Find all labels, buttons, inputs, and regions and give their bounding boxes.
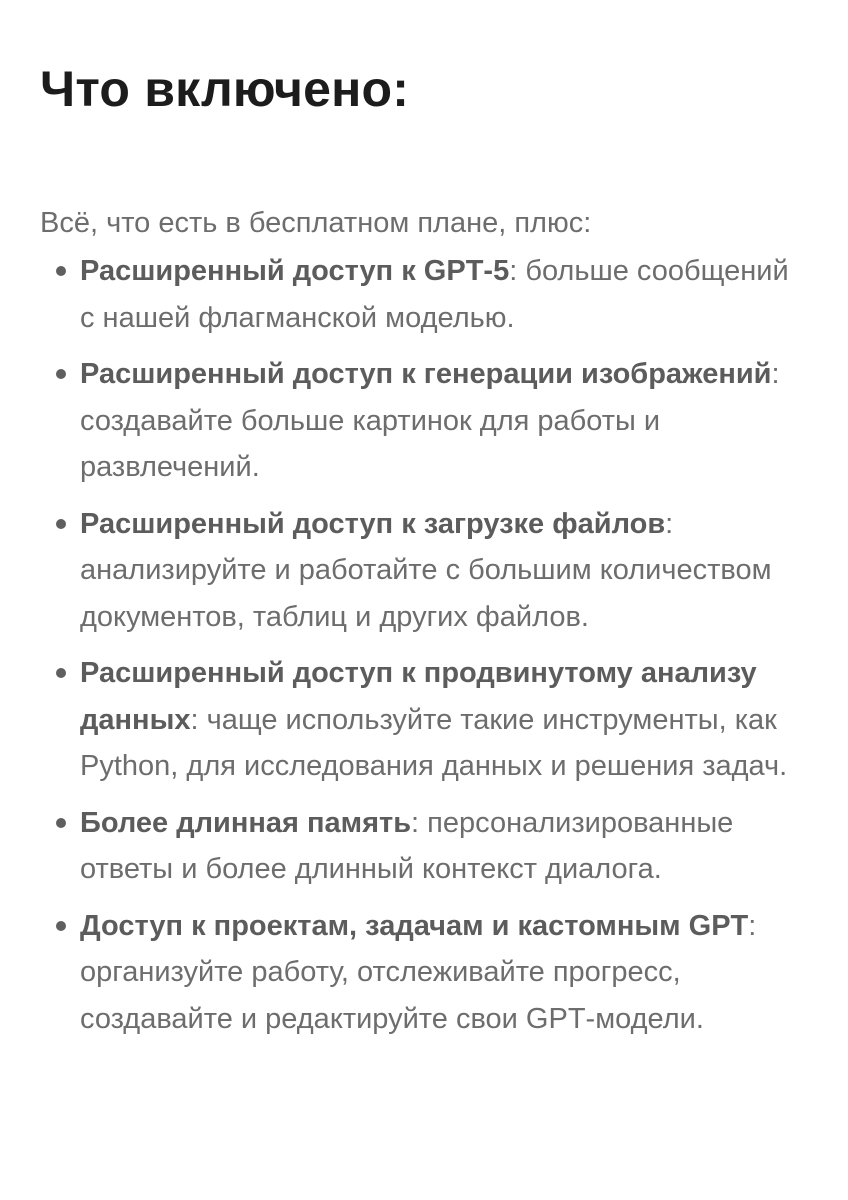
bullet-icon [56, 266, 66, 276]
feature-description: : организуйте работу, отслеживайте прогресс, создавайте и редактируйте свои GPT‑модели. [80, 909, 757, 1035]
feature-title: Расширенный доступ к загрузке файлов [80, 507, 666, 540]
features-list [40, 248, 800, 1052]
feature-description: : создавайте больше картинок для работы и развлечений. [80, 358, 780, 483]
bullet-icon [56, 921, 66, 931]
page-title: Что включено: [40, 61, 410, 117]
feature-title: Расширенный доступ к GPT‑5 [80, 255, 510, 287]
bullet-icon [56, 818, 66, 828]
feature-item-image-generation [40, 351, 800, 491]
feature-title: Расширенный доступ к генерации изображений [80, 358, 772, 390]
bullet-icon [56, 369, 66, 379]
feature-description: : персонализированные ответы и более длинный контекст диалога. [80, 806, 734, 885]
intro-text: Всё, что есть в бесплатном плане, плюс: [40, 207, 592, 239]
bullet-icon [56, 668, 66, 678]
feature-item-data-analysis [40, 650, 800, 790]
feature-title: Доступ к проектам, задачам и кастомным GPT [80, 909, 749, 942]
bullet-icon [56, 519, 66, 529]
feature-item-gpt5 [40, 248, 800, 341]
feature-item-memory [40, 800, 800, 893]
feature-title: Более длинная память [80, 806, 412, 839]
feature-description: : больше сообщений с нашей флагманской моделью. [80, 255, 789, 334]
feature-title: Расширенный доступ к продвинутому анализу данных [80, 657, 757, 736]
feature-description: : анализируйте и работайте с большим количеством документов, таблиц и других файлов. [80, 507, 772, 633]
feature-description: : чаще используйте такие инструменты, как Python, для исследования данных и решения задач. [80, 703, 788, 782]
feature-item-file-uploads [40, 501, 800, 641]
feature-item-projects [40, 903, 800, 1043]
